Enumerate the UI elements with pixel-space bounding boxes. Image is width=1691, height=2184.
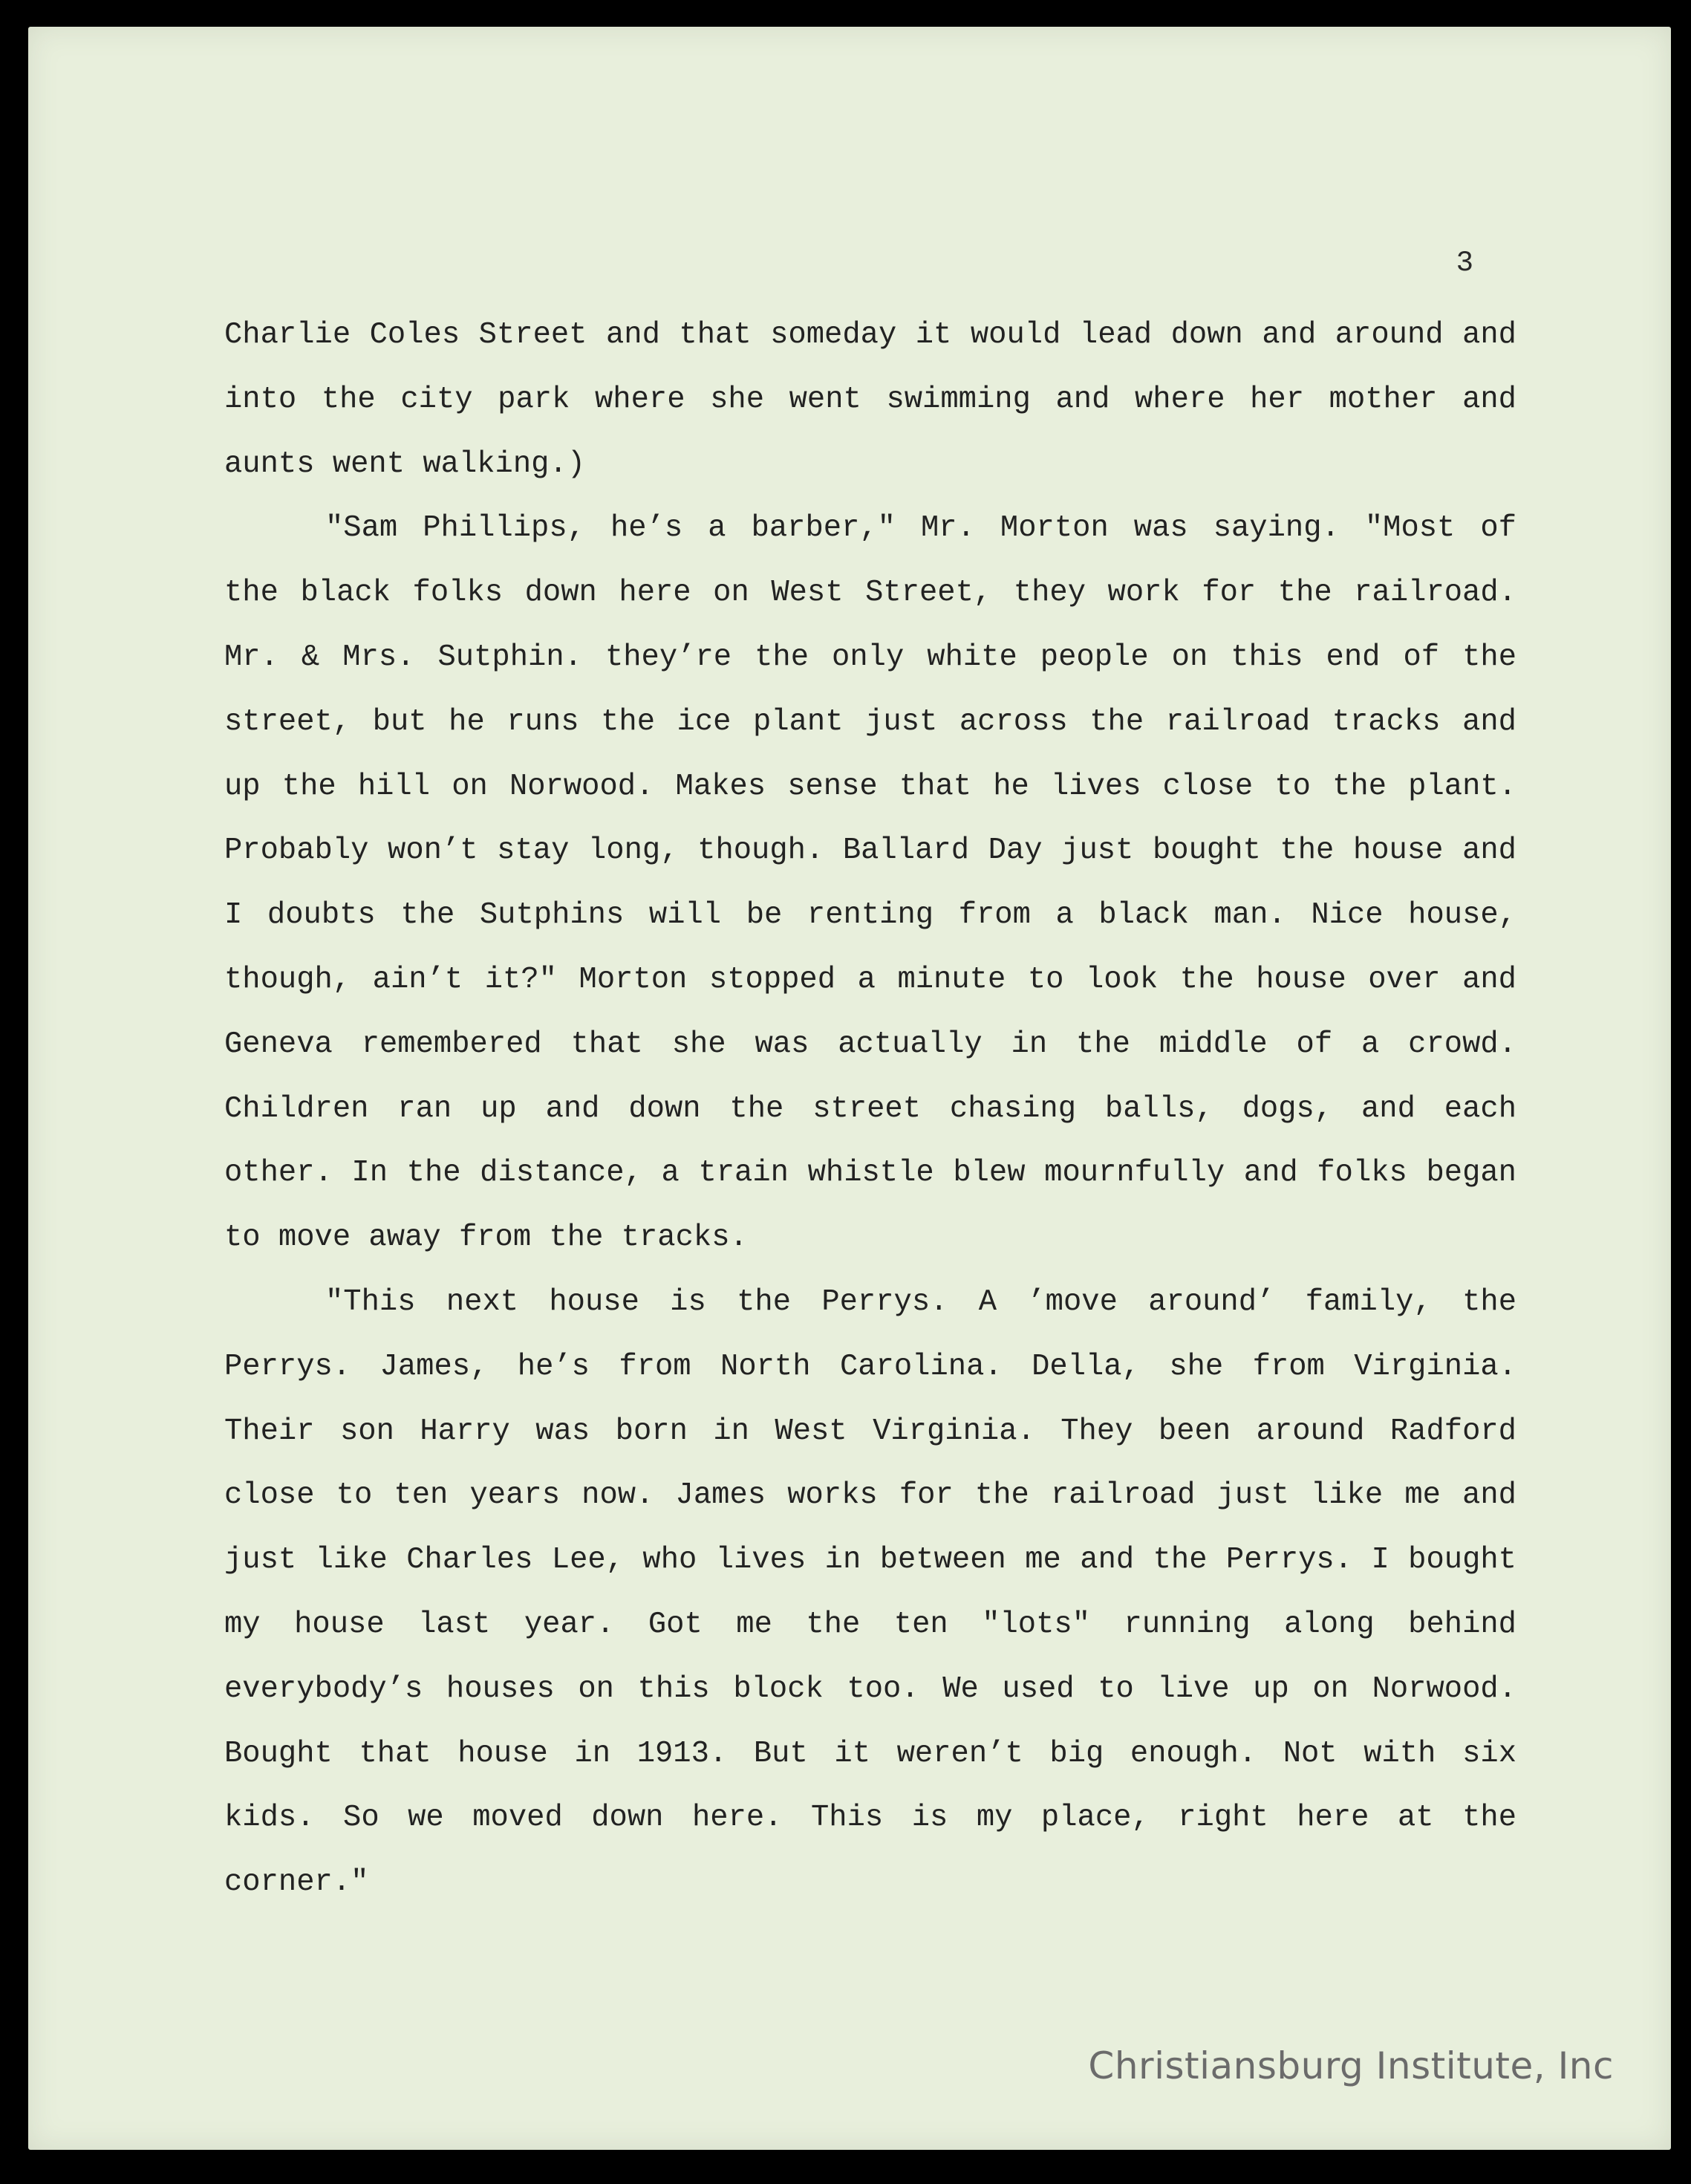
page-body (224, 303, 1516, 1915)
paragraph-perrys: "This next house is the Perrys. A ’move around’ family, the Perrys. James, he’s from North Carolina. Della, she from Virginia. Their son Harry was born in West Virginia. They been around Radford close to ten years now. James works for the railroad just like me and just like Charles Lee, who lives in between me and the Perrys. I bought my house last year. Got me the ten "lots" running along behind everybody’s houses on this block too. We used to live up on Norwood. Bought that house in 1913. But it weren’t big enough. Not with six kids. So we moved down here. This is my place, right here at the corner." (224, 1284, 1516, 1900)
paragraph-morton-west-street: "Sam Phillips, he’s a barber," Mr. Morton was saying. "Most of the black folks down here on West Street, they work for the railroad. Mr. & Mrs. Sutphin. they’re the only white people on this end of the street, but he runs the ice plant just across the railroad tracks and up the hill on Norwood. Makes sense that he lives close to the plant. Probably won’t stay long, though. Ballard Day just bought the house and I doubts the Sutphins will be renting from a black man. Nice house, though, ain’t it?" Morton stopped a minute to look the house over and Geneva remembered that she was actually in the middle of a crowd. Children ran up and down the street chasing balls, dogs, and each other. In the distance, a train whistle blew mournfully and folks began to move away from the tracks. (224, 511, 1516, 1255)
paragraph-continuation: Charlie Coles Street and that someday it would lead down and around and into the city park where she went swimming and where her mother and aunts went walking.) (224, 318, 1516, 481)
typed-page (28, 27, 1671, 2150)
watermark-text: Christiansburg Institute, Inc (1088, 2044, 1614, 2087)
page-number: 3 (1456, 247, 1473, 279)
